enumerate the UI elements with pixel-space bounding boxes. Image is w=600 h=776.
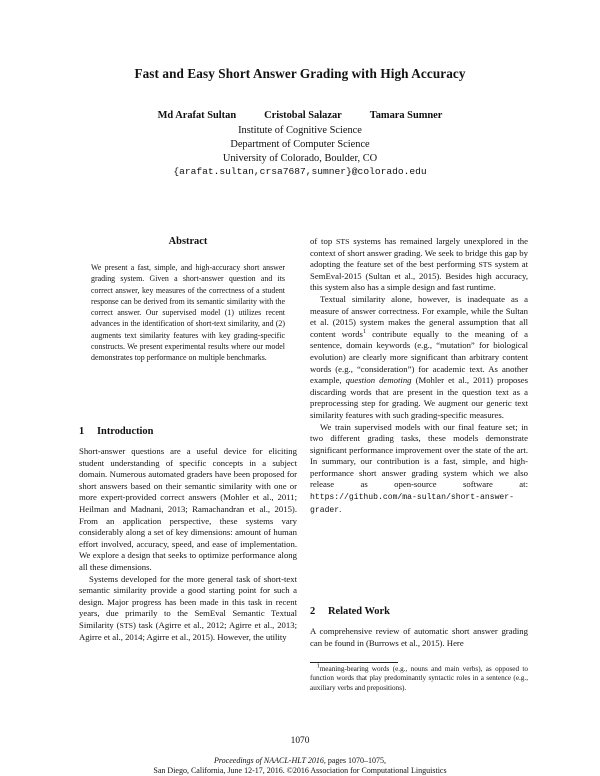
paragraph: [79, 574, 297, 644]
proceedings-pages: , pages 1070–1075,: [323, 756, 387, 765]
text-run: (Mohler et al., 2011) proposes discarding words that are present in the question text as a preprocessing step for grading. We augment our generic text similarity features with such grading-specific measures.: [310, 375, 528, 420]
section-number: 1: [79, 426, 85, 437]
author-name: Md Arafat Sultan: [157, 110, 237, 121]
text-run: We train supervised models with our final feature set; in two different grading tasks, these models demonstrate significant performance improvement over the state of the art. In summary, our contribution is a fast, simple, and high-performance short answer grading system which we also release as open-source software at:: [310, 421, 528, 490]
section-title: Introduction: [97, 426, 154, 437]
venue: San Diego, California, June 12-17, 2016.: [153, 766, 287, 775]
footnote-text: meaning-bearing words (e.g., nouns and main verbs), as opposed to function words that play predominantly syntactic roles in a sentence (e.g., auxiliary verbs and prepositions).: [310, 665, 528, 692]
author-name: Tamara Sumner: [369, 110, 443, 121]
paper-title: Fast and Easy Short Answer Grading with High Accuracy: [134, 66, 466, 81]
author-name: Cristobal Salazar: [264, 110, 342, 121]
section-number: 2: [310, 606, 316, 617]
paragraph: Short-answer questions are a useful device for eliciting student understanding of specific concepts in a subject domain. Numerous automated graders have been proposed for short answers based on their semantic similarity with one or more expert-provided correct answers (Mohler et al., 2011; Heilman and Madnani, 2013; Ramachandran et al., 2015). From an application perspective, these systems vary considerably along a set of key dimensions: amount of human effort involved, accuracy, speed, and ease of implementation. We explore a design that seeks to optimize performance along all these dimensions.: [79, 446, 297, 572]
venue-line: [0, 766, 600, 776]
page-number: 1070: [290, 736, 310, 746]
abstract-heading: Abstract: [168, 236, 208, 247]
abbreviation: STS: [335, 237, 350, 246]
proceedings-name: Proceedings of NAACL-HLT 2016: [213, 756, 324, 765]
footnote: [310, 665, 528, 693]
text-run: .: [339, 503, 342, 514]
text-run: systems has remained largely unexplored in the context of short answer grading. We seek to bridge this gap by adopting the feature set of the best performing: [310, 236, 528, 270]
footnote-marker: 1: [362, 328, 366, 335]
text-run: system at SemEval-2015 (Sultan et al., 2015). Besides high accuracy, this system also has a simple design and fast runtime.: [310, 259, 528, 293]
paragraph: [310, 236, 528, 294]
author-email: {arafat.sultan,crsa7687,sumner}@colorado.edu: [173, 166, 427, 177]
paragraph: [310, 422, 528, 517]
section-heading-related-work: [310, 606, 528, 617]
repository-link[interactable]: https://github.com/ma-sultan/short-answer-grader: [310, 493, 514, 515]
section-heading-introduction: [79, 426, 297, 437]
proceedings-footer: [0, 756, 600, 776]
section-title: Related Work: [328, 606, 390, 617]
author-list: [0, 110, 600, 121]
text-run: Systems developed for the more general task of short-text semantic similarity provide a good starting point for such a design. Major progress has been made in this task in recent years, due primarily to the SemEval Semantic Textual Similarity (: [79, 573, 297, 630]
paragraph: [310, 294, 528, 422]
abbreviation: STS: [119, 620, 133, 630]
footnote-marker: 1: [316, 663, 320, 670]
paragraph: A comprehensive review of automatic short answer grading can be found in (Burrows et al., 2015). Here: [310, 626, 528, 648]
right-column-body: [310, 236, 528, 516]
affiliation-line: University of Colorado, Boulder, CO: [222, 153, 378, 164]
proceedings-line: [0, 756, 600, 766]
copyright: ©2016 Association for Computational Linguistics: [286, 766, 447, 775]
emphasis: question demoting: [345, 375, 412, 386]
abbreviation: STS: [478, 260, 492, 270]
text-run: of top: [310, 236, 336, 246]
related-work-body: [310, 626, 528, 649]
affiliation-line: Department of Computer Science: [230, 139, 370, 150]
text-run: Textual similarity alone, however, is inadequate as a measure of answer correctness. For example, while the Sultan et al. (2015) system makes the general assumption that all content words: [310, 293, 528, 339]
text-run: ) task (Agirre et al., 2012; Agirre et al., 2013; Agirre et al., 2014; Agirre et al., 2015). However, the utility: [79, 619, 297, 642]
abstract-text: We present a fast, simple, and high-accuracy short answer grading system. Given a short-answer question and its correct answer, key measures of the correctness of a student response can be derived from its semantic similarity with the correct answer. Our supervised model (1) utilizes recent advances in the identification of short-text similarity, and (2) augments text similarity features with key grading-specific constructs. We present experimental results where our model demonstrates top performance on multiple benchmarks.: [91, 263, 285, 363]
text-run: contribute equally to the meaning of a sentence, domain keywords (e.g., “mutation” for biological evolution) are clearly more significant than arbitrary content words (e.g., “consideration”) for academic text. As another example,: [310, 328, 528, 386]
footnote-divider: [310, 662, 398, 663]
affiliation-line: Institute of Cognitive Science: [238, 125, 362, 136]
introduction-body: [79, 446, 297, 643]
